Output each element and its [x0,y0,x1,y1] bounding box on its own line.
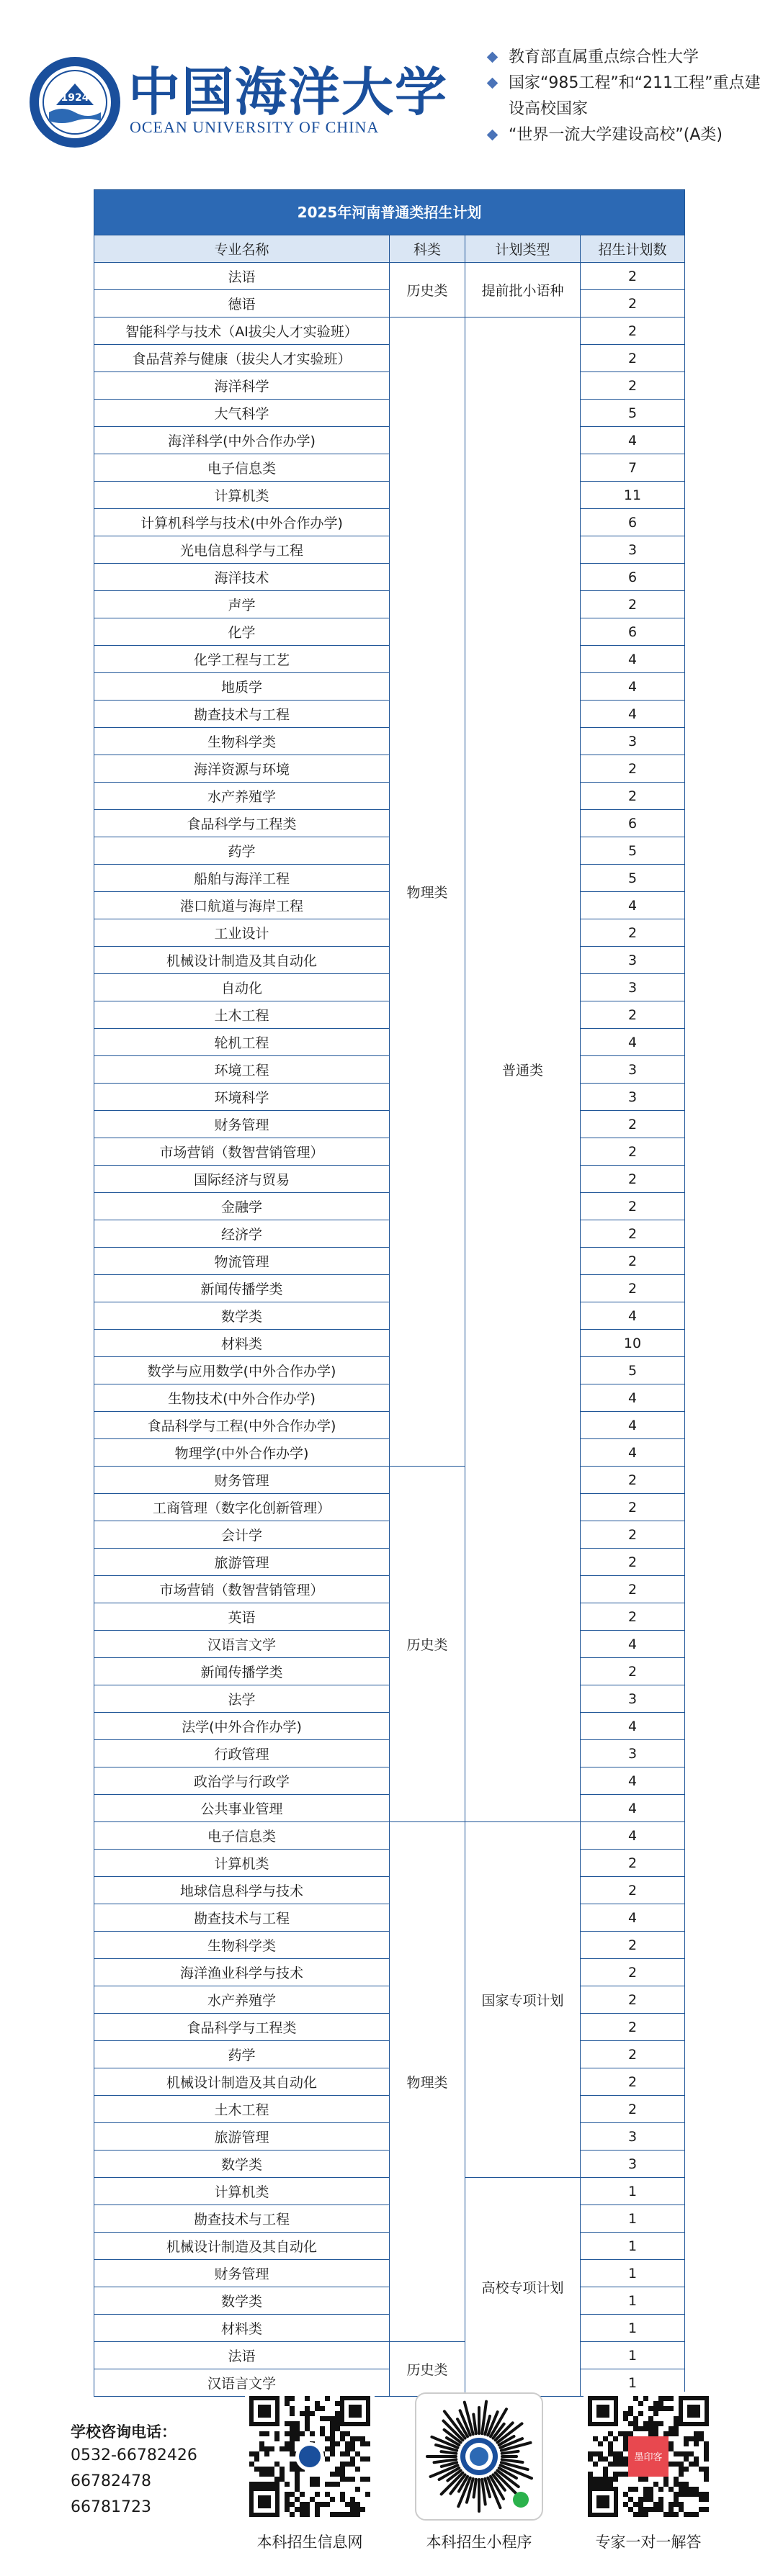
quota-cell: 4 [581,1904,685,1932]
quota-cell: 4 [581,1767,685,1795]
university-name-en: OCEAN UNIVERSITY OF CHINA [130,118,380,136]
qr-caption: 本科招生信息网 [256,2534,363,2551]
major-name-cell: 轮机工程 [94,1029,390,1056]
plan-type-cell: 提前批小语种 [465,263,581,318]
quota-cell: 3 [581,974,685,1001]
major-name-cell: 数学类 [94,2287,390,2315]
major-name-cell: 计算机类 [94,1850,390,1877]
quota-cell: 2 [581,783,685,810]
quota-cell: 2 [581,1850,685,1877]
quota-cell: 3 [581,947,685,974]
major-name-cell: 机械设计制造及其自动化 [94,2068,390,2096]
major-name-cell: 电子信息类 [94,1822,390,1850]
quota-cell: 3 [581,2151,685,2178]
header-category: 科类 [390,235,465,263]
major-name-cell: 生物技术(中外合作办学) [94,1384,390,1412]
quota-cell: 2 [581,1248,685,1275]
major-name-cell: 地质学 [94,673,390,701]
major-name-cell: 数学类 [94,2151,390,2178]
qr-code-icon[interactable] [584,2392,713,2521]
quota-cell: 1 [581,2260,685,2287]
major-name-cell: 公共事业管理 [94,1795,390,1822]
major-name-cell: 经济学 [94,1220,390,1248]
major-name-cell: 国际经济与贸易 [94,1166,390,1193]
quota-cell: 2 [581,1932,685,1959]
major-name-cell: 生物科学类 [94,1932,390,1959]
quota-cell: 2 [581,2041,685,2068]
quota-cell: 6 [581,509,685,536]
quota-cell: 1 [581,2178,685,2205]
major-name-cell: 船舶与海洋工程 [94,865,390,892]
plan-type-cell: 国家专项计划 [465,1822,581,2178]
major-name-cell: 德语 [94,290,390,318]
major-name-cell: 汉语言文学 [94,2369,390,2397]
quota-cell: 2 [581,1193,685,1220]
category-cell: 历史类 [390,263,465,318]
quota-cell: 2 [581,1549,685,1576]
major-name-cell: 食品科学与工程类 [94,810,390,837]
major-name-cell: 勘查技术与工程 [94,1904,390,1932]
major-name-cell: 工业设计 [94,919,390,947]
quota-cell: 2 [581,1138,685,1166]
quota-cell: 1 [581,2287,685,2315]
quota-cell: 10 [581,1330,685,1357]
quota-cell: 2 [581,1111,685,1138]
quota-cell: 1 [581,2315,685,2342]
university-name-cn: 中国海洋大学 [128,61,449,122]
quota-cell: 5 [581,400,685,427]
major-name-cell: 化学工程与工艺 [94,646,390,673]
quota-cell: 4 [581,427,685,454]
quota-cell: 2 [581,1467,685,1494]
quota-cell: 2 [581,263,685,290]
major-name-cell: 土木工程 [94,2096,390,2123]
major-name-cell: 物理学(中外合作办学) [94,1439,390,1467]
quota-cell: 1 [581,2233,685,2260]
quota-cell: 2 [581,591,685,618]
header-quota: 招生计划数 [581,235,685,263]
university-highlights [484,45,772,148]
header-plan-type: 计划类型 [465,235,581,263]
table-body [94,263,685,2397]
quota-cell: 3 [581,1056,685,1084]
emblem-year: 1924 [61,92,89,104]
quota-cell: 2 [581,1220,685,1248]
major-name-cell: 数学类 [94,1302,390,1330]
major-name-cell: 光电信息科学与工程 [94,536,390,564]
major-name-cell: 海洋资源与环境 [94,755,390,783]
quota-cell: 2 [581,919,685,947]
page-footer [0,2369,778,2576]
major-name-cell: 药学 [94,837,390,865]
major-name-cell: 数学与应用数学(中外合作办学) [94,1357,390,1384]
quota-cell: 4 [581,1822,685,1850]
plan-type-cell: 高校专项计划 [465,2178,581,2397]
category-cell: 物理类 [390,318,465,1467]
quota-cell: 3 [581,1685,685,1713]
diamond-bullet-icon [487,52,498,63]
header-major: 专业名称 [94,235,390,263]
major-name-cell: 工商管理（数字化创新管理） [94,1494,390,1521]
hotline-label: 学校咨询电话： [71,2423,176,2441]
quota-cell: 3 [581,1084,685,1111]
quota-cell: 2 [581,1521,685,1549]
quota-cell: 2 [581,1877,685,1904]
major-name-cell: 政治学与行政学 [94,1767,390,1795]
major-name-cell: 计算机类 [94,482,390,509]
major-name-cell: 勘查技术与工程 [94,701,390,728]
quota-cell: 6 [581,810,685,837]
major-name-cell: 海洋科学 [94,372,390,400]
major-name-cell: 智能科学与技术（AI拔尖人才实验班） [94,318,390,345]
quota-cell: 2 [581,1658,685,1685]
category-cell: 历史类 [390,1467,465,1822]
major-name-cell: 财务管理 [94,2260,390,2287]
highlight-text: 教育部直属重点综合性大学 [509,48,699,66]
quota-cell: 4 [581,1412,685,1439]
major-name-cell: 计算机科学与技术(中外合作办学) [94,509,390,536]
major-name-cell: 材料类 [94,1330,390,1357]
quota-cell: 3 [581,1740,685,1767]
highlight-item [484,122,772,148]
table-row [94,2342,685,2369]
quota-cell: 2 [581,1166,685,1193]
quota-cell: 2 [581,290,685,318]
quota-cell: 2 [581,755,685,783]
quota-cell: 4 [581,1631,685,1658]
quota-cell: 4 [581,892,685,919]
major-name-cell: 会计学 [94,1521,390,1549]
quota-cell: 2 [581,1494,685,1521]
quota-cell: 4 [581,673,685,701]
plan-type-cell: 普通类 [465,318,581,1822]
major-name-cell: 财务管理 [94,1467,390,1494]
quota-cell: 1 [581,2205,685,2233]
phone-number[interactable]: 0532-66782426 [71,2446,197,2464]
quota-cell: 7 [581,454,685,482]
major-name-cell: 大气科学 [94,400,390,427]
quota-cell: 4 [581,1302,685,1330]
diamond-bullet-icon [487,78,498,89]
quota-cell: 2 [581,2068,685,2096]
major-name-cell: 水产养殖学 [94,783,390,810]
quota-cell: 1 [581,2342,685,2369]
major-name-cell: 地球信息科学与技术 [94,1877,390,1904]
quota-cell: 2 [581,1275,685,1302]
major-name-cell: 自动化 [94,974,390,1001]
major-name-cell: 海洋科学(中外合作办学) [94,427,390,454]
category-cell: 物理类 [390,1822,465,2342]
major-name-cell: 法学 [94,1685,390,1713]
major-name-cell: 计算机类 [94,2178,390,2205]
major-name-cell: 机械设计制造及其自动化 [94,947,390,974]
qr-caption: 专家一对一解答 [595,2534,702,2551]
quota-cell: 4 [581,1029,685,1056]
major-name-cell: 市场营销（数智营销管理） [94,1576,390,1603]
table-row [94,318,685,345]
major-name-cell: 药学 [94,2041,390,2068]
major-name-cell: 海洋渔业科学与技术 [94,1959,390,1986]
phone-number[interactable]: 66782478 [71,2472,151,2490]
quota-cell: 3 [581,536,685,564]
highlight-item [484,71,772,122]
major-name-cell: 物流管理 [94,1248,390,1275]
quota-cell: 1 [581,2369,685,2397]
major-name-cell: 港口航道与海岸工程 [94,892,390,919]
quota-cell: 6 [581,618,685,646]
quota-cell: 11 [581,482,685,509]
major-name-cell: 金融学 [94,1193,390,1220]
quota-cell: 6 [581,564,685,591]
major-name-cell: 环境科学 [94,1084,390,1111]
major-name-cell: 声学 [94,591,390,618]
major-name-cell: 旅游管理 [94,1549,390,1576]
major-name-cell: 财务管理 [94,1111,390,1138]
major-name-cell: 法语 [94,263,390,290]
major-name-cell: 海洋技术 [94,564,390,591]
major-name-cell: 新闻传播学类 [94,1658,390,1685]
major-name-cell: 勘查技术与工程 [94,2205,390,2233]
major-name-cell: 食品科学与工程(中外合作办学) [94,1412,390,1439]
quota-cell: 2 [581,1959,685,1986]
quota-cell: 5 [581,865,685,892]
quota-cell: 2 [581,318,685,345]
major-name-cell: 英语 [94,1603,390,1631]
major-name-cell: 化学 [94,618,390,646]
quota-cell: 4 [581,1439,685,1467]
major-name-cell: 机械设计制造及其自动化 [94,2233,390,2260]
qr-code-icon[interactable] [245,2392,375,2521]
major-name-cell: 法学(中外合作办学) [94,1713,390,1740]
major-name-cell: 行政管理 [94,1740,390,1767]
table-title: 2025年河南普通类招生计划 [94,189,685,235]
quota-cell: 2 [581,1001,685,1029]
quota-cell: 3 [581,2123,685,2151]
major-name-cell: 旅游管理 [94,2123,390,2151]
quota-cell: 2 [581,1603,685,1631]
badge-label: 墨印客 [634,2452,663,2463]
category-cell: 历史类 [390,2342,465,2397]
phone-number[interactable]: 66781723 [71,2498,151,2516]
quota-cell: 4 [581,701,685,728]
major-name-cell: 电子信息类 [94,454,390,482]
table-row [94,1467,685,1494]
major-name-cell: 水产养殖学 [94,1986,390,2014]
quota-cell: 2 [581,372,685,400]
major-name-cell: 市场营销（数智营销管理） [94,1138,390,1166]
highlight-text: “世界一流大学建设高校”(A类) [509,126,723,144]
quota-cell: 4 [581,1384,685,1412]
university-emblem-icon [27,55,122,150]
quota-cell: 2 [581,345,685,372]
major-name-cell: 环境工程 [94,1056,390,1084]
quota-cell: 2 [581,2096,685,2123]
table-row [94,263,685,290]
quota-cell: 3 [581,728,685,755]
major-name-cell: 法语 [94,2342,390,2369]
major-name-cell: 材料类 [94,2315,390,2342]
major-name-cell: 汉语言文学 [94,1631,390,1658]
page-header [0,0,778,173]
qr-caption: 本科招生小程序 [426,2534,532,2551]
major-name-cell: 生物科学类 [94,728,390,755]
enrollment-plan-table [94,189,685,2397]
quota-cell: 4 [581,1713,685,1740]
major-name-cell: 新闻传播学类 [94,1275,390,1302]
quota-cell: 5 [581,837,685,865]
major-name-cell: 食品科学与工程类 [94,2014,390,2041]
major-name-cell: 土木工程 [94,1001,390,1029]
quota-cell: 2 [581,1576,685,1603]
quota-cell: 4 [581,1795,685,1822]
quota-cell: 2 [581,1986,685,2014]
table-row [94,1822,685,1850]
quota-cell: 5 [581,1357,685,1384]
diamond-bullet-icon [487,130,498,141]
major-name-cell: 食品营养与健康（拔尖人才实验班） [94,345,390,372]
table-header-row [94,235,685,263]
quota-cell: 2 [581,2014,685,2041]
highlight-text: 国家“985工程”和“211工程”重点建设高校国家 [509,74,761,118]
mini-program-icon[interactable] [414,2392,544,2521]
highlight-item [484,45,772,71]
quota-cell: 4 [581,646,685,673]
